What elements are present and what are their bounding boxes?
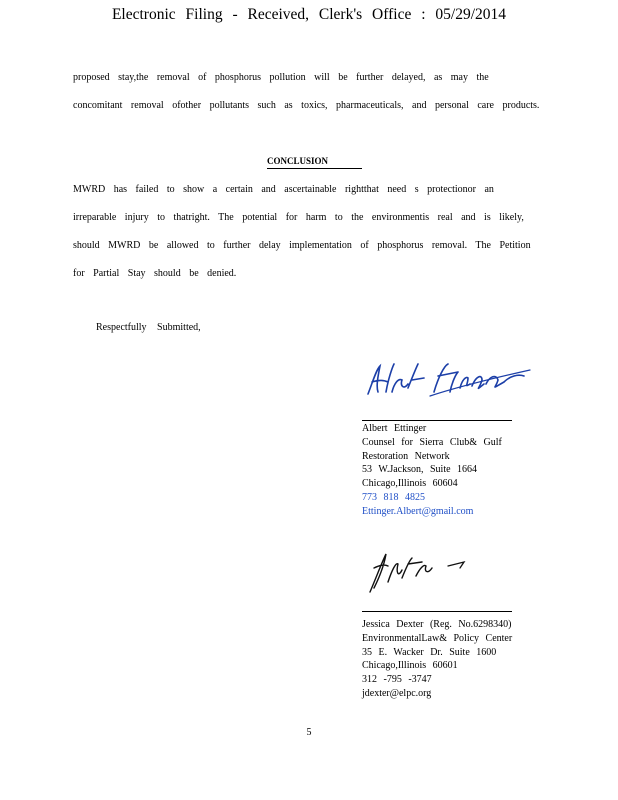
signer-email-link[interactable]: Ettinger.Albert@gmail.com <box>362 505 474 517</box>
closing-salutation: Respectfully Submitted, <box>96 322 201 333</box>
signer-email: jdexter@elpc.org <box>362 687 432 699</box>
signature-ettinger-image <box>364 358 534 400</box>
signer-city: Chicago,Illinois 60601 <box>362 660 458 672</box>
signer-address: 53 W.Jackson, Suite 1664 <box>362 464 478 476</box>
filing-header: Electronic Filing - Received, Clerk's Office : 05/29/2014 <box>111 6 507 23</box>
signature-line-2 <box>362 611 512 612</box>
signature-dexter-image <box>364 548 474 596</box>
signer-phone: 773 818 4825 <box>362 491 425 503</box>
signer-organization: EnvironmentalLaw& Policy Center <box>362 632 513 644</box>
signer-city: Chicago,Illinois 60604 <box>362 478 458 490</box>
paragraph-conclusion: MWRD has failed to show a certain and ascertainable rightthat need s protectionor an irreparable injury to thatright. The potential for harm to the environmentis real and is likely, should MWRD be allowed to further delay implementation of phosphorus removal. The Petition for Partial Stay should be denied. <box>73 184 531 279</box>
signature-block-ettinger <box>362 422 562 519</box>
signer-organization: Restoration Network <box>362 450 450 462</box>
paragraph-stay-argument: proposed stay,the removal of phosphorus pollution will be further delayed, as may the concomitant removal ofother pollutants such as toxics, pharmaceuticals, and personal care products. <box>73 72 540 111</box>
conclusion-heading: CONCLUSION <box>267 155 362 169</box>
signature-line-1 <box>362 420 512 421</box>
signer-name: Albert Ettinger <box>362 423 427 434</box>
signer-name: Jessica Dexter (Reg. No.6298340) <box>362 619 512 630</box>
signer-address: 35 E. Wacker Dr. Suite 1600 <box>362 646 497 658</box>
signer-phone: 312 -795 -3747 <box>362 674 432 686</box>
page-number: 5 <box>306 727 312 738</box>
signature-block-dexter <box>362 618 562 701</box>
signer-title: Counsel for Sierra Club& Gulf <box>362 436 502 448</box>
